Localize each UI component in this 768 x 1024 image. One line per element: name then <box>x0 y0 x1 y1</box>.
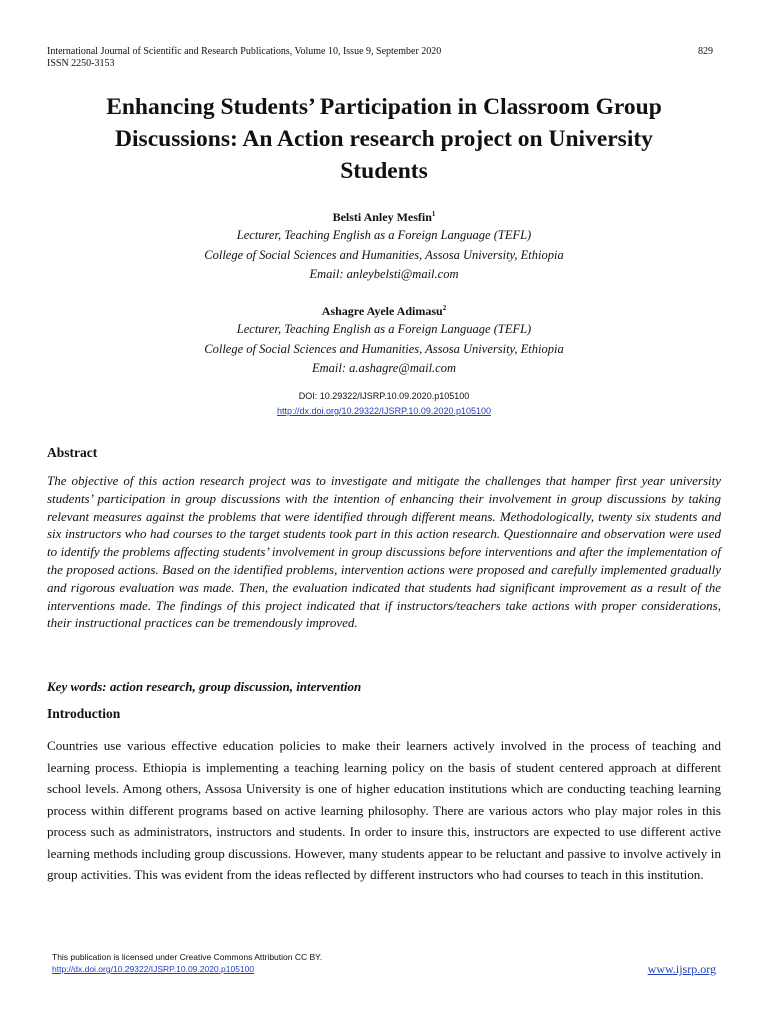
author-role: Lecturer, Teaching English as a Foreign Language (TEFL) <box>236 228 532 242</box>
author-affiliation: College of Social Sciences and Humanities, Assosa University, Ethiopia <box>204 247 564 262</box>
author-2-block <box>0 299 768 379</box>
paper-title <box>40 91 728 187</box>
issn: ISSN 2250-3153 <box>47 58 115 69</box>
author-affiliation: College of Social Sciences and Humanities, Assosa University, Ethiopia <box>204 341 564 356</box>
author-email: Email: anleybelsti@mail.com <box>309 267 459 281</box>
journal-header <box>47 46 441 70</box>
site-link[interactable]: www.ijsrp.org <box>647 962 716 976</box>
author-name: Ashagre Ayele Adimasu$^2$ <box>321 304 447 318</box>
abstract-body: The objective of this action research project was to investigate and mitigate the challenges that hamper first year university students’ participation in group discussions with the intention of enhancing their involvement in group discussions by taking relevant measures against the problems that were identified through different means. Methodologically, twenty six students and six instructors who had courses to the target students took part in this action research. Questionnaire and observation were used to identify the problems affecting students’ involvement in group discussions before interventions and after the implementation of the proposed actions. Based on the identified problems, intervention actions were proposed and carefully implemented gradually and rigorous evaluation was made. Then, the evaluation indicated that students had significant improvement as a result of the interventions made. The findings of this project indicated that if instructors/teachers take actions with proper considerations, their instructional practices can be tremendously improved. <box>47 473 721 631</box>
author-name: Belsti Anley Mesfin$^1$ <box>332 210 436 224</box>
doi-block <box>0 389 768 419</box>
introduction-body: Countries use various effective education policies to make their learners actively involved in the process of teaching and learning process. Ethiopia is implementing a teaching learning policy on the basis of student centered approach at different school levels. Among others, Assosa University is one of higher education institutions which are conducting teaching learning process within different programs based on active learning philosophy. There are various actors who play major roles in this process such as administrators, instructors and students. In order to insure this, instructors are expected to use different active learning methods including group discussions. However, many students appear to be reluctant and passive to involve actively in group activities. This was evident from the ideas reflected by different instructors who had courses to teach in this institution. <box>47 738 721 882</box>
license-notice: This publication is licensed under Creative Commons Attribution CC BY. <box>52 952 323 962</box>
title-line-3: Students <box>340 158 428 184</box>
abstract-heading: Abstract <box>47 445 98 460</box>
title-line-2: Discussions: An Action research project on University <box>115 126 653 152</box>
title-line-1: Enhancing Students’ Participation in Classroom Group <box>106 94 662 120</box>
page-number: 829 <box>698 46 713 57</box>
keywords: Key words: action research, group discussion, intervention <box>47 679 362 694</box>
doi-text: DOI: 10.29322/IJSRP.10.09.2020.p105100 <box>298 391 470 401</box>
journal-name: International Journal of Scientific and Research Publications, Volume 10, Issue 9, September 2020 <box>47 46 442 57</box>
author-role: Lecturer, Teaching English as a Foreign Language (TEFL) <box>236 322 532 336</box>
doi-link[interactable]: http://dx.doi.org/10.29322/IJSRP.10.09.2020.p105100 <box>276 406 491 416</box>
author-1-block <box>0 205 768 285</box>
author-email: Email: a.ashagre@mail.com <box>311 361 456 375</box>
introduction-heading: Introduction <box>47 706 121 721</box>
footer-doi-link[interactable]: http://dx.doi.org/10.29322/IJSRP.10.09.2020.p105100 <box>52 964 255 974</box>
